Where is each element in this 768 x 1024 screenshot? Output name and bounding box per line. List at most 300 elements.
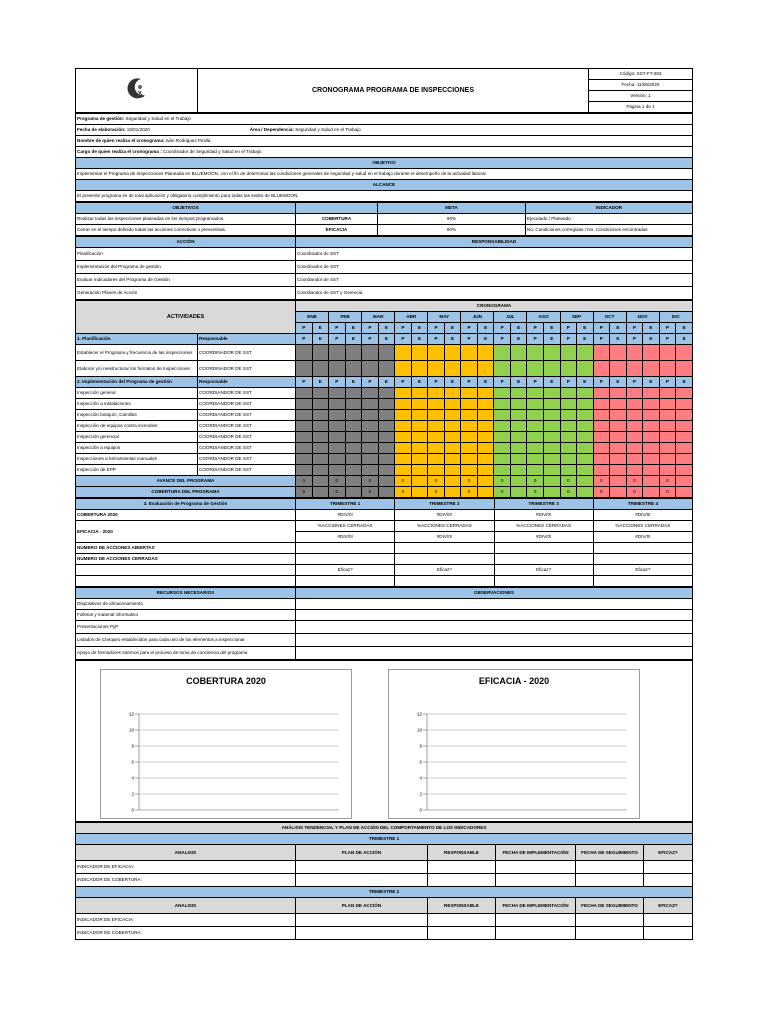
schedule-cell <box>296 399 313 410</box>
y-tick-label: 4 <box>419 775 422 781</box>
schedule-cell <box>543 465 560 476</box>
activity-row <box>76 443 693 454</box>
plan-header: P <box>395 377 412 388</box>
schedule-cell <box>676 399 693 410</box>
schedule-cell <box>543 399 560 410</box>
schedule-cell <box>395 465 412 476</box>
evaluacion-heading: 3. Evaluación de Programa de Gestión <box>76 499 296 510</box>
analisis-trimestre-1: TRIMESTRE 1 <box>76 834 693 845</box>
cronograma-table <box>75 300 693 498</box>
schedule-cell <box>312 361 329 377</box>
value-cell <box>676 476 693 487</box>
schedule-cell <box>593 410 610 421</box>
accion-row: Evaluar Indicadores del Programa de Gestión Coordiandor de SST <box>76 274 693 287</box>
schedule-cell <box>395 432 412 443</box>
value-cell <box>510 487 527 498</box>
recurso-row: Folletos y material informativo <box>76 610 693 621</box>
schedule-cell <box>477 345 494 361</box>
plan-header: P <box>329 334 346 345</box>
value-cell: 0 <box>626 476 643 487</box>
schedule-cell <box>659 454 676 465</box>
schedule-cell <box>428 399 445 410</box>
value-cell: 0 <box>428 476 445 487</box>
y-tick-label: 6 <box>131 759 134 765</box>
schedule-cell <box>461 454 478 465</box>
exec-header: E <box>543 334 560 345</box>
schedule-cell <box>577 421 594 432</box>
schedule-cell <box>378 361 395 377</box>
responsable-heading: Responsable <box>198 377 296 388</box>
activity-responsable: COORDIANDOR DE SST <box>198 432 296 443</box>
plan-header: P <box>494 323 511 334</box>
schedule-cell <box>610 361 627 377</box>
schedule-cell <box>362 432 379 443</box>
exec-header: E <box>510 323 527 334</box>
recurso-row: Apoyo de formadores Internos para el proceso de toma de conciencia del programa <box>76 647 693 660</box>
schedule-cell <box>610 388 627 399</box>
schedule-cell <box>494 361 511 377</box>
schedule-cell <box>643 399 660 410</box>
schedule-cell <box>428 421 445 432</box>
value-cell: 0 <box>527 487 544 498</box>
schedule-cell <box>395 443 412 454</box>
recurso-row: Dispositivos de almacenamiento <box>76 599 693 610</box>
schedule-cell <box>411 454 428 465</box>
value-cell <box>444 476 461 487</box>
schedule-cell <box>510 345 527 361</box>
plan-header: P <box>428 323 445 334</box>
value-cell: 0 <box>395 476 412 487</box>
schedule-cell <box>543 345 560 361</box>
schedule-cell <box>411 410 428 421</box>
cobertura-chart <box>100 669 352 819</box>
schedule-cell <box>510 432 527 443</box>
schedule-cell <box>444 421 461 432</box>
exec-header: E <box>444 377 461 388</box>
schedule-cell <box>643 443 660 454</box>
indicador-heading: INDICADOR <box>526 203 693 214</box>
schedule-cell <box>428 432 445 443</box>
plan-header: P <box>362 334 379 345</box>
plan-header: P <box>296 377 313 388</box>
schedule-cell <box>477 399 494 410</box>
schedule-cell <box>510 465 527 476</box>
schedule-cell <box>577 443 594 454</box>
schedule-cell <box>643 432 660 443</box>
schedule-cell <box>296 345 313 361</box>
value-cell: 0 <box>395 487 412 498</box>
schedule-cell <box>510 410 527 421</box>
plan-header: P <box>593 334 610 345</box>
alcance-heading: ALCANCE <box>76 180 693 191</box>
month-header: MAR <box>362 312 395 323</box>
exec-header: E <box>477 323 494 334</box>
activity-responsable: COORDINADOR DE SST <box>198 361 296 377</box>
plan-header: P <box>461 377 478 388</box>
activity-name: Elaborar y/o reestructurar los formatos de Inspecciones <box>76 361 198 377</box>
schedule-cell <box>543 388 560 399</box>
exec-header: E <box>643 323 660 334</box>
schedule-cell <box>560 399 577 410</box>
value-cell <box>411 476 428 487</box>
schedule-cell <box>296 465 313 476</box>
exec-header: E <box>676 377 693 388</box>
cobertura-programa-label: COBERTURA DEL PROGRAMA <box>76 487 296 498</box>
schedule-cell <box>610 399 627 410</box>
plan-header: P <box>362 323 379 334</box>
schedule-cell <box>676 432 693 443</box>
activity-name: Inspección de equipos contra incendios <box>76 421 198 432</box>
schedule-cell <box>676 361 693 377</box>
schedule-cell <box>428 443 445 454</box>
value-cell <box>378 476 395 487</box>
schedule-cell <box>659 465 676 476</box>
schedule-cell <box>362 388 379 399</box>
schedule-cell <box>610 410 627 421</box>
activity-responsable: COORDINADOR DE SST <box>198 345 296 361</box>
y-tick-label: 2 <box>131 791 134 797</box>
exec-header: E <box>411 377 428 388</box>
value-cell <box>312 487 329 498</box>
recurso-row: Presentaciones PyP <box>76 621 693 634</box>
nombre-row: Nombre de quien realiza el cronograma: Iván Rodriguez Pinilla <box>76 136 693 147</box>
exec-header: E <box>312 323 329 334</box>
schedule-cell <box>345 465 362 476</box>
value-cell <box>610 476 627 487</box>
schedule-cell <box>477 361 494 377</box>
schedule-cell <box>560 454 577 465</box>
y-tick-label: 8 <box>131 743 134 749</box>
y-tick-label: 6 <box>419 759 422 765</box>
plan-header: P <box>527 323 544 334</box>
schedule-cell <box>461 465 478 476</box>
schedule-cell <box>296 361 313 377</box>
objetivo-row: Cerrar en el tiempo definido todas las acciones correctivas o preventivas. EFICACIA 90% No. Condiciones corregidas / No. Condiciones encontradas <box>76 225 693 236</box>
cronograma-heading: CRONOGRAMA <box>296 301 693 312</box>
schedule-cell <box>395 361 412 377</box>
schedule-cell <box>560 388 577 399</box>
schedule-cell <box>510 388 527 399</box>
plan-header: P <box>593 377 610 388</box>
schedule-cell <box>477 410 494 421</box>
schedule-cell <box>593 361 610 377</box>
responsable-heading: Responsable <box>198 334 296 345</box>
schedule-cell <box>577 345 594 361</box>
schedule-cell <box>527 465 544 476</box>
schedule-cell <box>593 443 610 454</box>
exec-header: E <box>477 334 494 345</box>
schedule-cell <box>411 443 428 454</box>
month-header: AGO <box>527 312 560 323</box>
schedule-cell <box>593 432 610 443</box>
schedule-cell <box>659 410 676 421</box>
value-cell <box>477 476 494 487</box>
schedule-cell <box>411 388 428 399</box>
plan-header: P <box>329 323 346 334</box>
exec-header: E <box>676 323 693 334</box>
month-header: OCT <box>593 312 626 323</box>
schedule-cell <box>676 345 693 361</box>
plan-header: P <box>626 334 643 345</box>
schedule-cell <box>312 454 329 465</box>
schedule-cell <box>610 345 627 361</box>
activity-row <box>76 345 693 361</box>
schedule-cell <box>329 345 346 361</box>
exec-header: E <box>610 323 627 334</box>
schedule-cell <box>527 345 544 361</box>
value-cell <box>345 487 362 498</box>
exec-header: E <box>577 334 594 345</box>
plan-header: P <box>296 334 313 345</box>
schedule-cell <box>411 361 428 377</box>
schedule-cell <box>395 454 412 465</box>
exec-header: E <box>643 377 660 388</box>
schedule-cell <box>461 421 478 432</box>
cobertura-chart-title: COBERTURA 2020 <box>186 676 266 686</box>
accion-row: Planificación Coordinador de SST <box>76 248 693 261</box>
plan-header: P <box>659 323 676 334</box>
value-cell: 0 <box>461 487 478 498</box>
schedule-cell <box>477 388 494 399</box>
month-header: ENE <box>296 312 329 323</box>
y-tick-label: 8 <box>419 743 422 749</box>
exec-header: E <box>345 323 362 334</box>
plan-header: P <box>659 334 676 345</box>
activity-responsable: COORDIANDOR DE SST <box>198 465 296 476</box>
schedule-cell <box>461 432 478 443</box>
schedule-cell <box>378 399 395 410</box>
schedule-cell <box>362 361 379 377</box>
schedule-cell <box>312 410 329 421</box>
activity-name: Inspección a equipos <box>76 443 198 454</box>
activity-row <box>76 465 693 476</box>
document-sheet <box>75 68 693 940</box>
value-cell: 0 <box>461 476 478 487</box>
schedule-cell <box>676 421 693 432</box>
schedule-cell <box>362 410 379 421</box>
plan-header: P <box>362 377 379 388</box>
schedule-cell <box>527 399 544 410</box>
schedule-cell <box>312 432 329 443</box>
schedule-cell <box>626 399 643 410</box>
value-cell <box>510 476 527 487</box>
indicador-eficacia-label: INDICADOR DE EFICACIA: <box>76 861 296 874</box>
avance-programa-label: AVANCE DEL PROGRAMA <box>76 476 296 487</box>
schedule-cell <box>378 443 395 454</box>
observaciones-heading: OBSERVACIONES <box>296 588 693 599</box>
schedule-cell <box>444 454 461 465</box>
schedule-cell <box>510 454 527 465</box>
schedule-cell <box>428 361 445 377</box>
schedule-cell <box>510 443 527 454</box>
schedule-cell <box>345 361 362 377</box>
plan-header: P <box>461 334 478 345</box>
schedule-cell <box>659 432 676 443</box>
accion-heading: ACCIÓN <box>76 237 296 248</box>
plan-header: P <box>329 377 346 388</box>
y-tick-label: 10 <box>128 727 134 733</box>
schedule-cell <box>577 465 594 476</box>
month-header: JUN <box>461 312 494 323</box>
exec-header: E <box>411 334 428 345</box>
schedule-cell <box>543 421 560 432</box>
exec-header: E <box>312 334 329 345</box>
recursos-table <box>75 587 693 660</box>
exec-header: E <box>378 323 395 334</box>
value-cell: 0 <box>659 487 676 498</box>
activity-row <box>76 421 693 432</box>
schedule-cell <box>527 432 544 443</box>
plan-header: P <box>527 334 544 345</box>
company-logo <box>76 69 198 113</box>
schedule-cell <box>411 399 428 410</box>
schedule-cell <box>494 345 511 361</box>
schedule-cell <box>593 345 610 361</box>
schedule-cell <box>610 421 627 432</box>
schedule-cell <box>477 454 494 465</box>
schedule-cell <box>626 345 643 361</box>
activity-row <box>76 361 693 377</box>
schedule-cell <box>378 465 395 476</box>
value-cell: 0 <box>362 487 379 498</box>
value-cell: 0 <box>296 487 313 498</box>
value-cell: 0 <box>362 476 379 487</box>
schedule-cell <box>444 345 461 361</box>
value-cell <box>345 476 362 487</box>
header-table <box>75 68 693 113</box>
evaluacion-table: 3. Evaluación de Programa de Gestión TRIMESTRE 1 TRIMESTRE 2 TRIMESTRE 3 TRIMESTRE 4 COBERTURA 2020 #DIV/0! #DIV/0! #DIV/0! #DIV/0! EFICACIA - 2020 %ACCIONES CERRADAS %ACCIONES CERRADAS %ACCIONES CERRADAS %ACCIONES CERRADAS #DIV/0! #DIV/0! #DIV/0! #DIV/0! NUMERO DE ACCIONES ABIERTAS NUMERO DE ACCIONES CERRADAS Eficaz? Eficaz? Eficaz? Eficaz? <box>75 498 693 587</box>
y-tick-label: 10 <box>416 727 422 733</box>
schedule-cell <box>329 399 346 410</box>
schedule-cell <box>329 443 346 454</box>
objetivos-table <box>75 202 693 236</box>
schedule-cell <box>362 345 379 361</box>
schedule-cell <box>312 443 329 454</box>
activity-row <box>76 432 693 443</box>
exec-header: E <box>444 334 461 345</box>
value-cell: 0 <box>659 476 676 487</box>
exec-header: E <box>444 323 461 334</box>
schedule-cell <box>659 443 676 454</box>
schedule-cell <box>296 421 313 432</box>
schedule-cell <box>345 432 362 443</box>
schedule-cell <box>477 443 494 454</box>
schedule-cell <box>643 361 660 377</box>
value-cell: 0 <box>527 476 544 487</box>
schedule-cell <box>543 432 560 443</box>
plan-header: P <box>659 377 676 388</box>
trimestre-1: TRIMESTRE 1 <box>296 499 395 510</box>
schedule-cell <box>461 345 478 361</box>
schedule-cell <box>395 421 412 432</box>
schedule-cell <box>643 345 660 361</box>
schedule-cell <box>329 421 346 432</box>
schedule-cell <box>329 454 346 465</box>
schedule-cell <box>577 410 594 421</box>
value-cell <box>411 487 428 498</box>
schedule-cell <box>676 410 693 421</box>
activity-row <box>76 399 693 410</box>
y-tick-label: 0 <box>131 807 134 813</box>
schedule-cell <box>626 410 643 421</box>
value-cell <box>543 487 560 498</box>
schedule-cell <box>659 399 676 410</box>
schedule-cell <box>626 465 643 476</box>
schedule-cell <box>560 410 577 421</box>
recursos-heading: RECURSOS NECESARIOS <box>76 588 296 599</box>
y-tick-label: 2 <box>419 791 422 797</box>
schedule-cell <box>312 399 329 410</box>
schedule-cell <box>510 361 527 377</box>
schedule-cell <box>296 443 313 454</box>
schedule-cell <box>494 443 511 454</box>
schedule-cell <box>510 421 527 432</box>
month-header: ABR <box>395 312 428 323</box>
plan-header: P <box>296 323 313 334</box>
schedule-cell <box>477 465 494 476</box>
schedule-cell <box>395 388 412 399</box>
schedule-cell <box>560 421 577 432</box>
schedule-cell <box>626 443 643 454</box>
schedule-cell <box>643 388 660 399</box>
schedule-cell <box>560 361 577 377</box>
activity-responsable: COORDIANDOR DE SST <box>198 388 296 399</box>
activity-name: Inspección botiquín, Camillas <box>76 410 198 421</box>
fecha-area-row: Fecha de elaboración: 15/01/2020 Área / Dependencia: Seguridad y Salud en el Trabajo <box>76 125 693 136</box>
objetivo-text: Implementar el Programa de Inspecciones Planeada en BLUEMOON, con el fin de determinar las condiciones generales de seguridad y salud en el trabajo durante el desempeño de la actividad laboral. <box>76 169 693 180</box>
objetivos-heading: OBJETIVOS <box>76 203 296 214</box>
month-header: FEB <box>329 312 362 323</box>
exec-header: E <box>577 377 594 388</box>
y-tick-label: 4 <box>131 775 134 781</box>
y-tick-label: 0 <box>419 807 422 813</box>
schedule-cell <box>494 410 511 421</box>
exec-header: E <box>477 377 494 388</box>
schedule-cell <box>494 465 511 476</box>
exec-header: E <box>610 377 627 388</box>
value-cell: 0 <box>560 487 577 498</box>
schedule-cell <box>543 410 560 421</box>
activity-name: Inspección de EPP <box>76 465 198 476</box>
schedule-cell <box>329 361 346 377</box>
programa-row: Programa de gestión: Seguridad y Salud en el Trabajo <box>76 114 693 125</box>
eficacia-chart-title: EFICACIA - 2020 <box>478 676 550 686</box>
schedule-cell <box>444 410 461 421</box>
value-cell <box>477 487 494 498</box>
value-cell: 0 <box>329 487 346 498</box>
objetivo-heading: OBJETIVO <box>76 158 693 169</box>
schedule-cell <box>329 410 346 421</box>
schedule-cell <box>395 399 412 410</box>
schedule-cell <box>560 432 577 443</box>
schedule-cell <box>527 454 544 465</box>
schedule-cell <box>444 361 461 377</box>
schedule-cell <box>593 421 610 432</box>
alcance-text: El presente programa es de total aplicación y obligatorio cumplimiento para todas las sedes de BLUEMOON. <box>76 191 693 202</box>
schedule-cell <box>444 432 461 443</box>
indicador-cobertura-label: INDICADOR DE COBERTURA: <box>76 874 296 887</box>
plan-header: P <box>560 377 577 388</box>
plan-header: P <box>560 323 577 334</box>
schedule-cell <box>378 454 395 465</box>
schedule-cell <box>643 421 660 432</box>
doc-codigo: Código: SST-FT-053 <box>589 69 693 80</box>
schedule-cell <box>560 443 577 454</box>
schedule-cell <box>659 421 676 432</box>
plan-header: P <box>593 323 610 334</box>
month-header: SEP <box>560 312 593 323</box>
schedule-cell <box>494 388 511 399</box>
